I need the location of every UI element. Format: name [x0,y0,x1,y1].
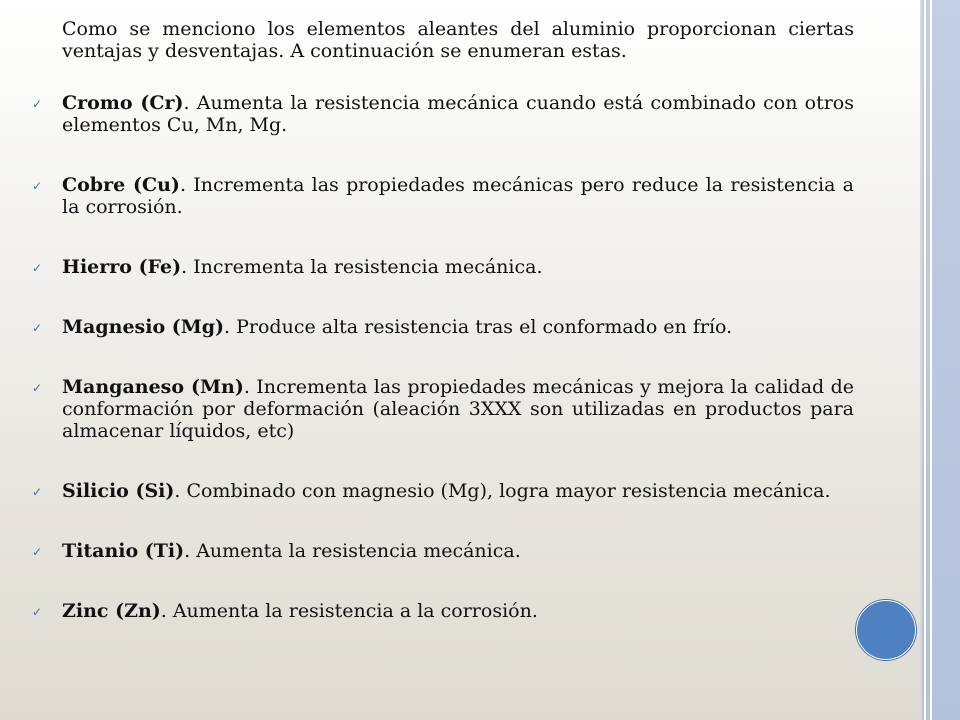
checkmark-icon: ✓ [32,545,43,559]
element-description: . Produce alta resistencia tras el conformado en frío. [224,316,733,338]
checkmark-icon: ✓ [32,179,43,193]
element-term: Titanio (Ti) [62,540,185,562]
element-description: . Aumenta la resistencia mecánica. [184,540,521,562]
slide-body [32,18,854,660]
list-item [32,92,854,136]
checkmark-icon: ✓ [32,97,43,111]
checkmark-icon: ✓ [32,381,43,395]
alloying-elements-list [32,92,854,622]
list-item [32,174,854,218]
list-item [32,316,854,338]
side-band [922,0,960,720]
list-item [32,480,854,502]
element-term: Zinc (Zn) [62,600,161,622]
list-item [32,256,854,278]
element-term: Manganeso (Mn) [62,376,244,398]
side-band-rule [930,0,932,720]
list-item [32,600,854,622]
element-term: Silicio (Si) [62,480,175,502]
element-description: . Combinado con magnesio (Mg), logra mayor resistencia mecánica. [174,480,831,502]
checkmark-icon: ✓ [32,605,43,619]
element-description: . Incrementa las propiedades mecánicas y mejora la calidad de conformación por deformación (aleación 3XXX son utilizadas en productos para almacenar líquidos, etc) [62,376,854,442]
checkmark-icon: ✓ [32,261,43,275]
element-description: . Aumenta la resistencia mecánica cuando está combinado con otros elementos Cu, Mn, Mg. [62,92,854,136]
checkmark-icon: ✓ [32,485,43,499]
element-description: . Incrementa la resistencia mecánica. [181,256,543,278]
element-description: . Aumenta la resistencia a la corrosión. [160,600,538,622]
side-band-rule [924,0,926,720]
accent-circle [856,600,916,660]
list-item [32,540,854,562]
element-term: Cobre (Cu) [62,174,180,196]
element-term: Magnesio (Mg) [62,316,225,338]
element-term: Hierro (Fe) [62,256,182,278]
element-term: Cromo (Cr) [62,92,184,114]
intro-paragraph: Como se menciono los elementos aleantes del aluminio proporcionan ciertas ventajas y desventajas. A continuación se enumeran estas. [62,18,854,62]
checkmark-icon: ✓ [32,321,43,335]
list-item [32,376,854,442]
element-description: . Incrementa las propiedades mecánicas pero reduce la resistencia a la corrosión. [62,174,854,218]
